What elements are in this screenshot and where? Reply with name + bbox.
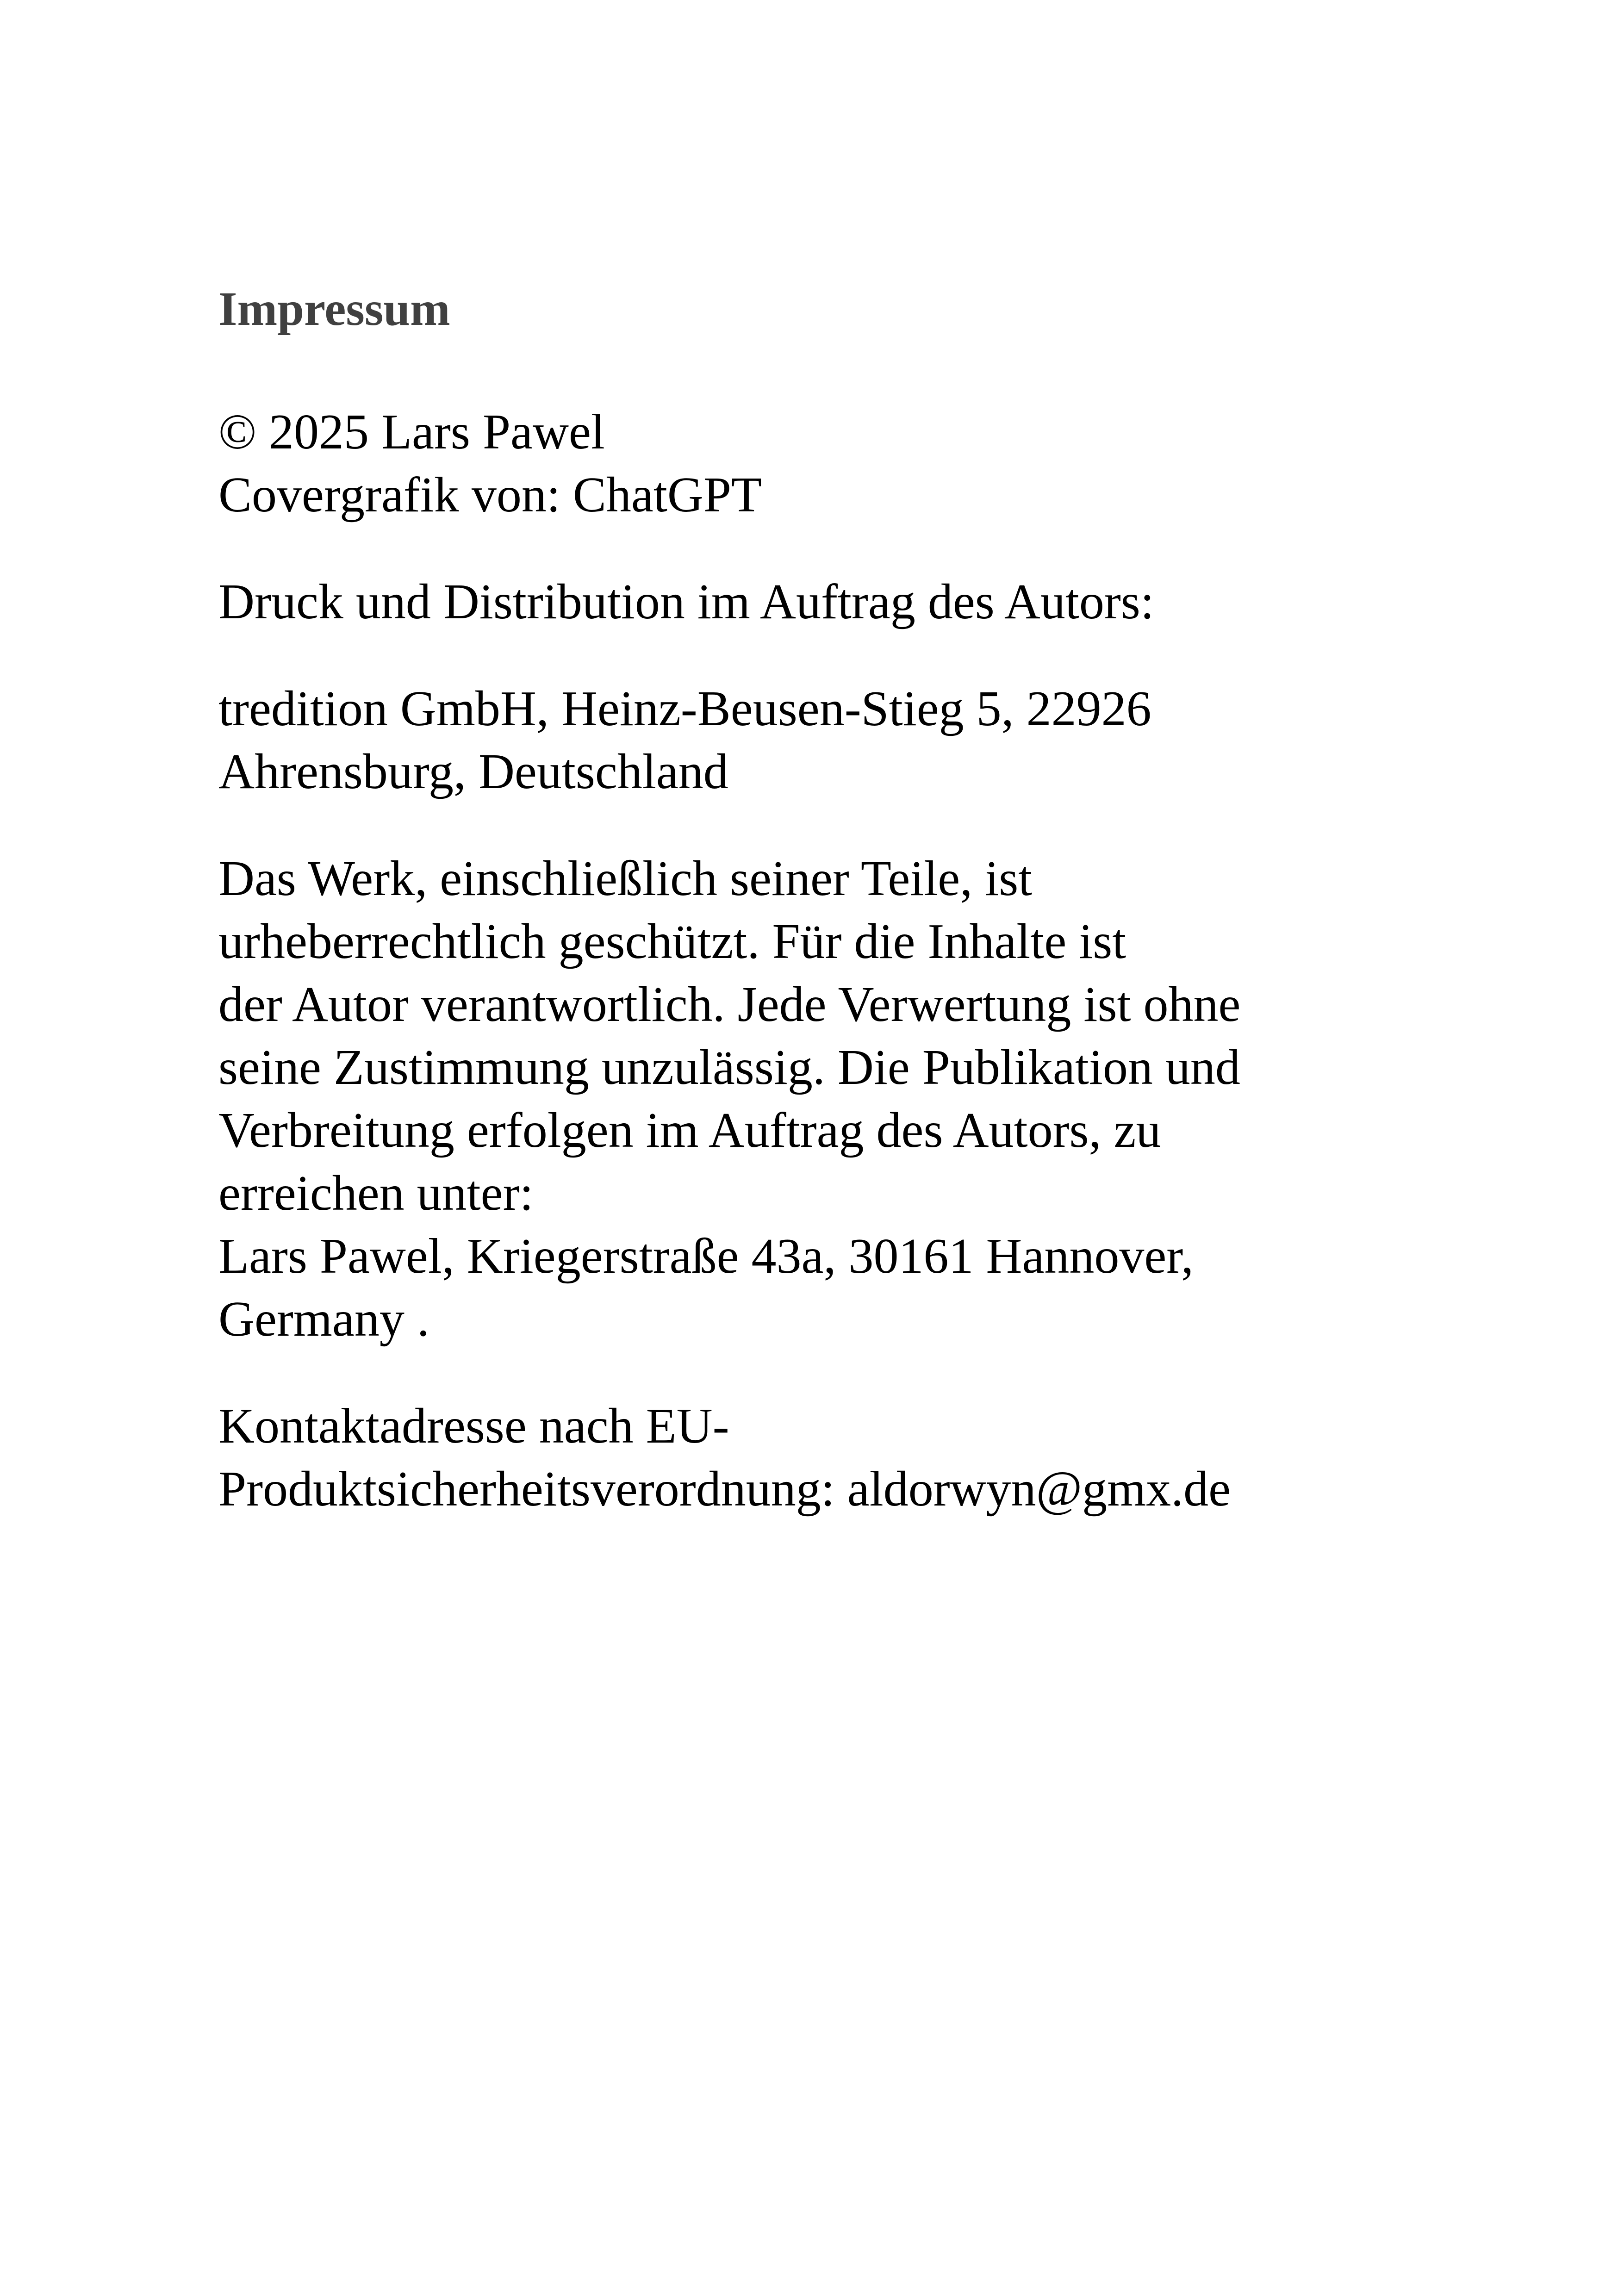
imprint-content [218, 278, 1468, 1521]
notice-line: Verbreitung erfolgen im Auftrag des Autors, zu [218, 1103, 1161, 1158]
author-address-line: Lars Pawel, Kriegerstraße 43a, 30161 Hannover, [218, 1229, 1194, 1284]
publisher-address-line-1: tredition GmbH, Heinz-Beusen-Stieg 5, 22926 [218, 681, 1151, 736]
notice-line: der Autor verantwortlich. Jede Verwertung ist ohne [218, 977, 1241, 1032]
copyright-notice-block [218, 847, 1468, 1351]
copyright-block [218, 401, 1468, 527]
notice-line: seine Zustimmung unzulässig. Die Publikation und [218, 1040, 1240, 1095]
publisher-address-line-2: Ahrensburg, Deutschland [218, 744, 728, 799]
notice-line: erreichen unter: [218, 1166, 534, 1221]
contact-label-line: Kontaktadresse nach EU- [218, 1399, 729, 1454]
notice-line: Das Werk, einschließlich seiner Teile, ist [218, 851, 1033, 906]
distribution-block [218, 571, 1468, 634]
page-title: Impressum [218, 282, 450, 336]
notice-line: urheberrechtlich geschützt. Für die Inhalte ist [218, 914, 1126, 969]
distribution-line: Druck und Distribution im Auftrag des Autors: [218, 574, 1154, 629]
copyright-line: © 2025 Lars Pawel [218, 404, 605, 460]
cover-credit-line: Covergrafik von: ChatGPT [218, 467, 762, 523]
publisher-address-block [218, 678, 1468, 803]
author-country-line: Germany . [218, 1292, 429, 1347]
contact-block [218, 1395, 1468, 1521]
contact-email-line: Produktsicherheitsverordnung: aldorwyn@gmx.de [218, 1462, 1231, 1517]
